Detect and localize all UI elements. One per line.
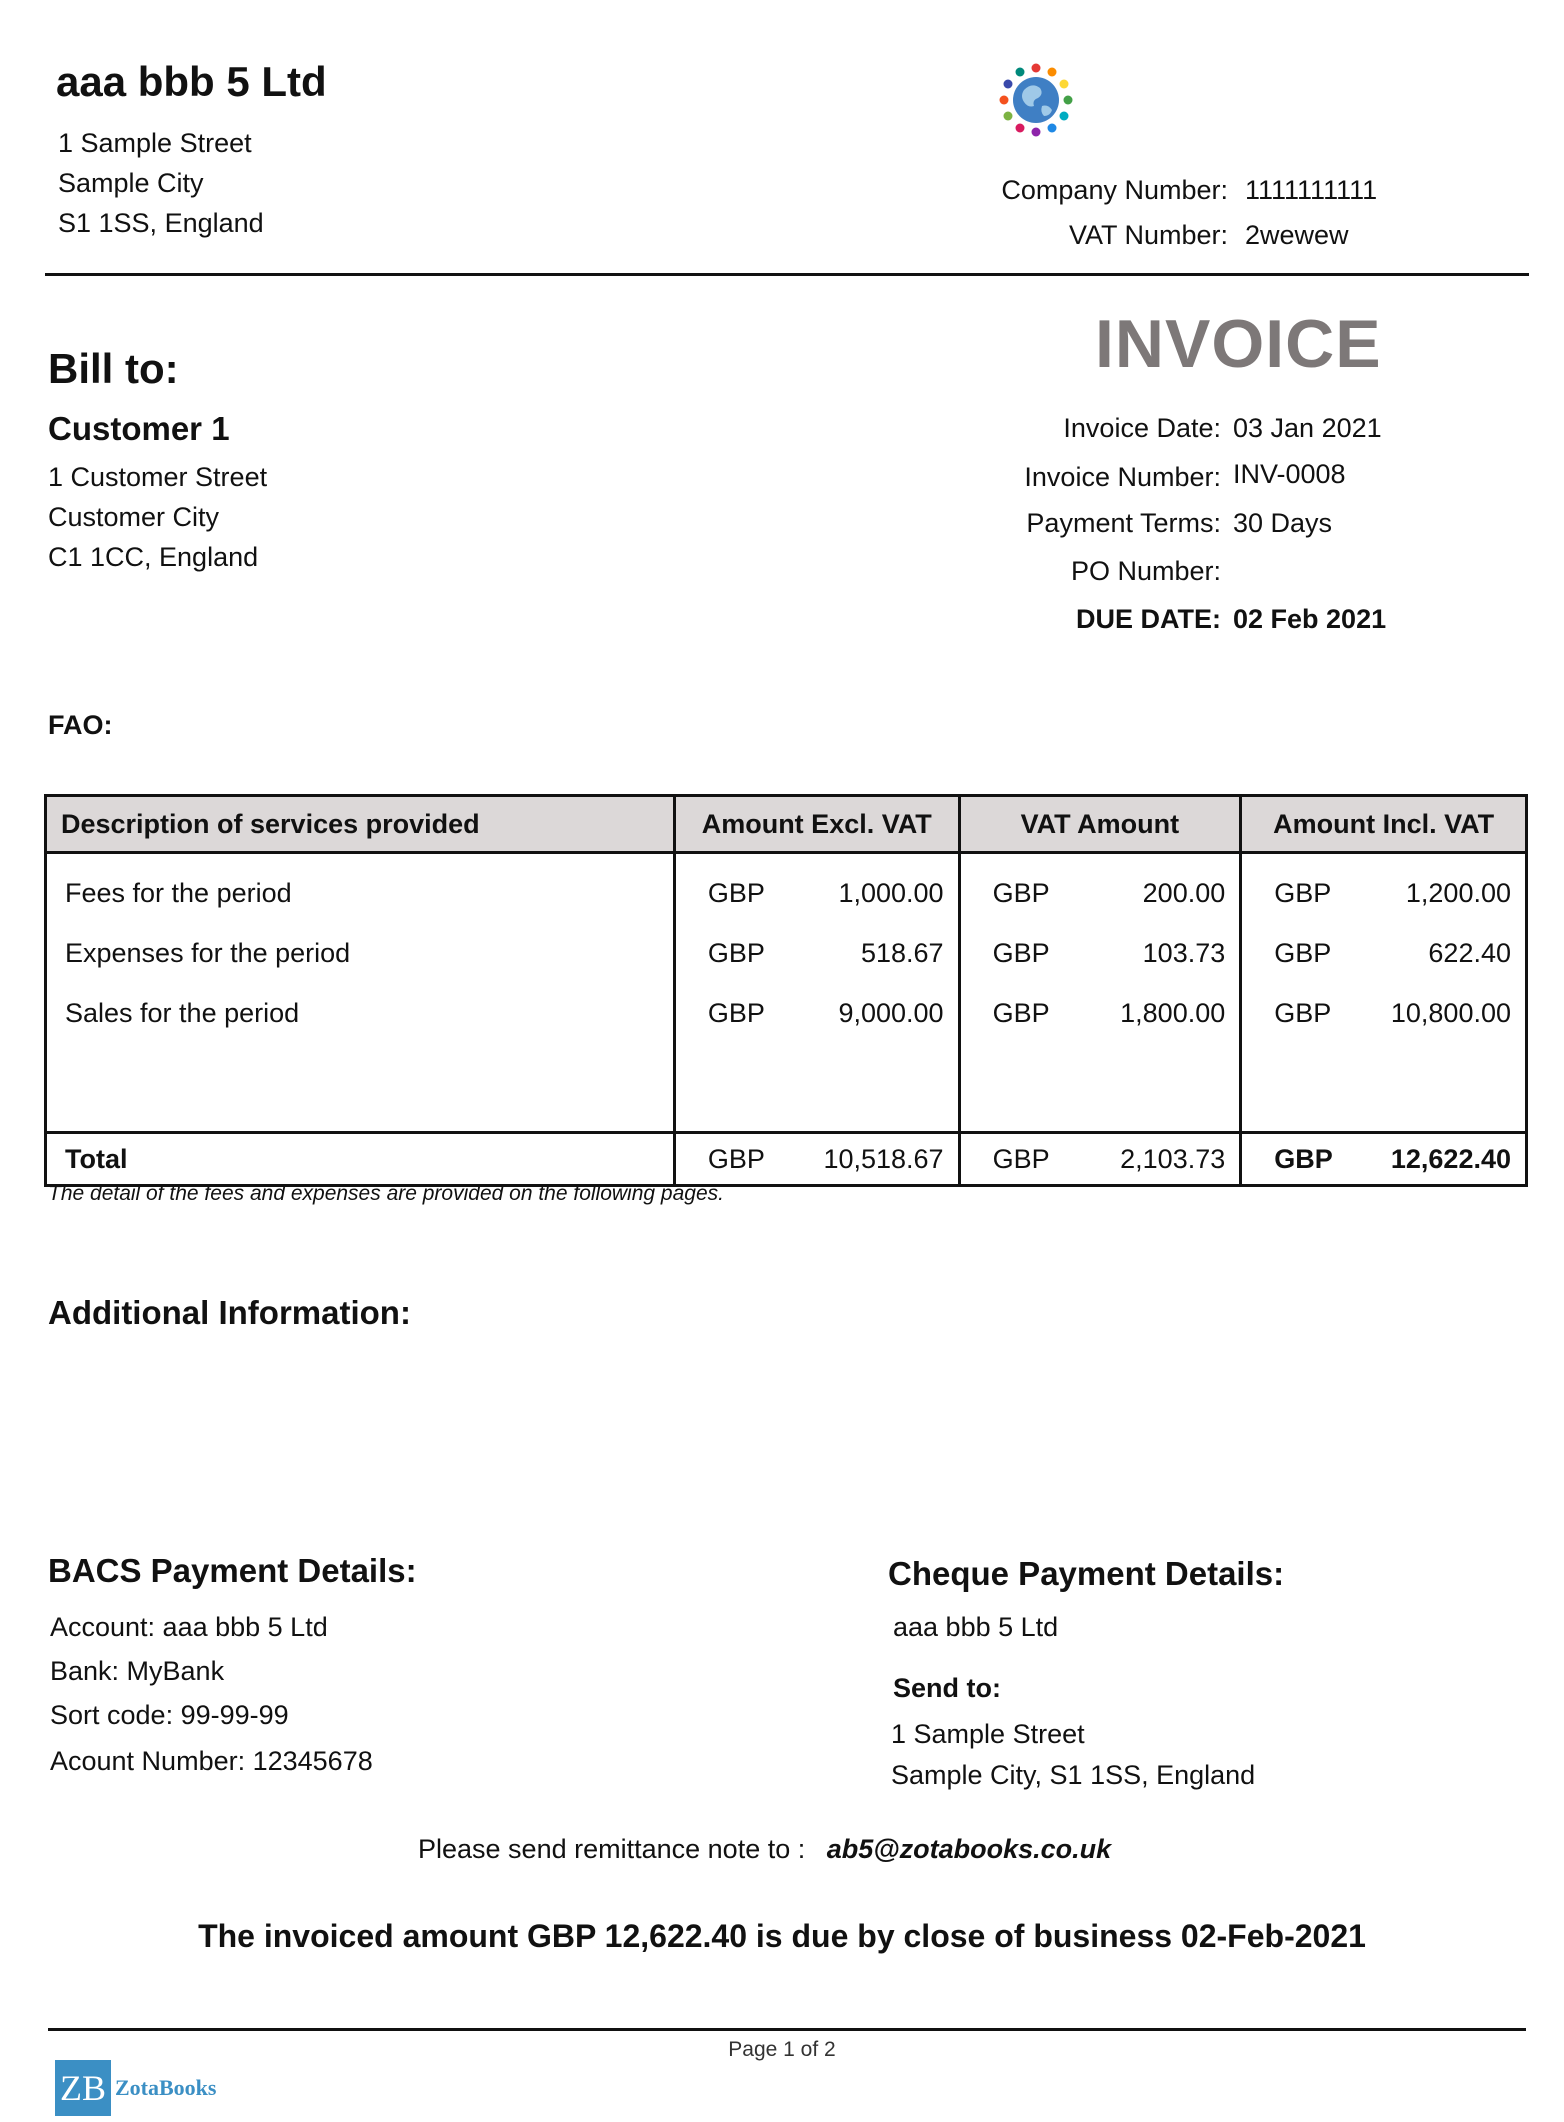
invoice-number-label: Invoice Number: bbox=[1024, 462, 1221, 492]
customer-address-line: C1 1CC, England bbox=[48, 542, 259, 572]
cheque-payee: aaa bbb 5 Ltd bbox=[893, 1612, 1059, 1642]
total-label: Total bbox=[46, 1133, 675, 1186]
column-header-amount-excl-vat: Amount Excl. VAT bbox=[674, 796, 959, 853]
row-currency: GBP bbox=[959, 923, 1064, 983]
company-address-line: S1 1SS, England bbox=[58, 208, 264, 238]
cheque-send-to-label: Send to: bbox=[893, 1673, 1001, 1703]
row-currency: GBP bbox=[959, 983, 1064, 1043]
cheque-address-line: Sample City, S1 1SS, England bbox=[891, 1760, 1256, 1790]
bacs-heading: BACS Payment Details: bbox=[48, 1552, 417, 1589]
table-row bbox=[46, 853, 1527, 924]
row-currency: GBP bbox=[1241, 853, 1346, 924]
total-amount-incl-vat: 12,622.40 bbox=[1346, 1133, 1527, 1186]
cheque-address-line: 1 Sample Street bbox=[891, 1719, 1085, 1749]
row-currency: GBP bbox=[1241, 983, 1346, 1043]
bacs-account: Account: aaa bbb 5 Ltd bbox=[50, 1612, 328, 1642]
customer-address-line: Customer City bbox=[48, 502, 220, 532]
row-currency: GBP bbox=[1241, 923, 1346, 983]
table-header-row bbox=[46, 796, 1527, 853]
row-description: Expenses for the period bbox=[46, 923, 675, 983]
due-date-label: DUE DATE: bbox=[1076, 604, 1221, 634]
page-number: Page 1 of 2 bbox=[728, 2038, 836, 2061]
remittance-line bbox=[418, 1834, 1111, 1865]
bacs-account-number: Acount Number: 12345678 bbox=[50, 1746, 373, 1776]
zotabooks-logo-text: ZotaBooks bbox=[115, 2075, 217, 2100]
zotabooks-logo bbox=[55, 2060, 216, 2116]
payment-terms-label: Payment Terms: bbox=[1026, 508, 1221, 538]
header-divider bbox=[45, 273, 1529, 276]
total-currency: GBP bbox=[1241, 1133, 1346, 1186]
cheque-heading: Cheque Payment Details: bbox=[888, 1555, 1285, 1592]
total-vat-amount: 2,103.73 bbox=[1064, 1133, 1241, 1186]
remittance-email-link[interactable]: ab5@zotabooks.co.uk bbox=[826, 1834, 1112, 1864]
bill-to-heading: Bill to: bbox=[48, 345, 179, 392]
total-amount-excl-vat: 10,518.67 bbox=[779, 1133, 959, 1186]
row-amount-excl-vat: 1,000.00 bbox=[779, 853, 959, 924]
company-logo-globe-icon bbox=[996, 60, 1076, 140]
row-amount-excl-vat: 9,000.00 bbox=[779, 983, 959, 1043]
company-address-line: Sample City bbox=[58, 168, 204, 198]
company-address bbox=[58, 123, 264, 243]
total-currency: GBP bbox=[959, 1133, 1064, 1186]
due-date-value: 02 Feb 2021 bbox=[1233, 604, 1387, 634]
row-vat-amount: 103.73 bbox=[1064, 923, 1241, 983]
vat-number-label: VAT Number: bbox=[1068, 220, 1228, 250]
additional-info-heading: Additional Information: bbox=[48, 1294, 411, 1331]
row-description: Fees for the period bbox=[46, 853, 675, 924]
row-amount-excl-vat: 518.67 bbox=[779, 923, 959, 983]
column-header-vat-amount: VAT Amount bbox=[959, 796, 1241, 853]
row-amount-incl-vat: 1,200.00 bbox=[1346, 853, 1527, 924]
company-address-line: 1 Sample Street bbox=[58, 128, 252, 158]
bacs-bank: Bank: MyBank bbox=[50, 1656, 225, 1686]
row-currency: GBP bbox=[674, 983, 779, 1043]
row-amount-incl-vat: 622.40 bbox=[1346, 923, 1527, 983]
row-currency: GBP bbox=[674, 923, 779, 983]
customer-name: Customer 1 bbox=[48, 410, 230, 447]
table-row bbox=[46, 983, 1527, 1043]
company-number-value: 1111111111 bbox=[1245, 175, 1378, 205]
bacs-sort-code: Sort code: 99-99-99 bbox=[50, 1700, 289, 1730]
customer-address-line: 1 Customer Street bbox=[48, 462, 268, 492]
company-name: aaa bbb 5 Ltd bbox=[56, 58, 327, 105]
row-amount-incl-vat: 10,800.00 bbox=[1346, 983, 1527, 1043]
zotabooks-logo-mark: ZB bbox=[55, 2060, 111, 2116]
customer-address bbox=[48, 457, 267, 577]
invoice-items-table bbox=[44, 794, 1528, 1187]
invoice-number-value: INV-0008 bbox=[1233, 459, 1346, 489]
invoice-date-value: 03 Jan 2021 bbox=[1233, 413, 1382, 443]
row-currency: GBP bbox=[959, 853, 1064, 924]
due-message: The invoiced amount GBP 12,622.40 is due by close of business 02-Feb-2021 bbox=[198, 1918, 1366, 1954]
table-note: The detail of the fees and expenses are provided on the following pages. bbox=[48, 1182, 724, 1205]
row-vat-amount: 200.00 bbox=[1064, 853, 1241, 924]
company-number-label: Company Number: bbox=[1001, 175, 1228, 205]
remittance-label: Please send remittance note to : bbox=[418, 1834, 806, 1864]
row-vat-amount: 1,800.00 bbox=[1064, 983, 1241, 1043]
bacs-details bbox=[50, 1605, 373, 1783]
fao-label: FAO: bbox=[48, 710, 113, 740]
table-spacer-row bbox=[46, 1043, 1527, 1133]
invoice-date-label: Invoice Date: bbox=[1063, 413, 1221, 443]
vat-number-value: 2wewew bbox=[1245, 220, 1349, 250]
column-header-amount-incl-vat: Amount Incl. VAT bbox=[1241, 796, 1527, 853]
payment-terms-value: 30 Days bbox=[1233, 508, 1333, 538]
total-currency: GBP bbox=[674, 1133, 779, 1186]
footer-divider bbox=[48, 2028, 1526, 2031]
row-description: Sales for the period bbox=[46, 983, 675, 1043]
invoice-title: INVOICE bbox=[1095, 306, 1382, 382]
table-total-row bbox=[46, 1133, 1527, 1186]
row-currency: GBP bbox=[674, 853, 779, 924]
table-row bbox=[46, 923, 1527, 983]
column-header-description: Description of services provided bbox=[46, 796, 675, 853]
po-number-label: PO Number: bbox=[1070, 556, 1221, 586]
